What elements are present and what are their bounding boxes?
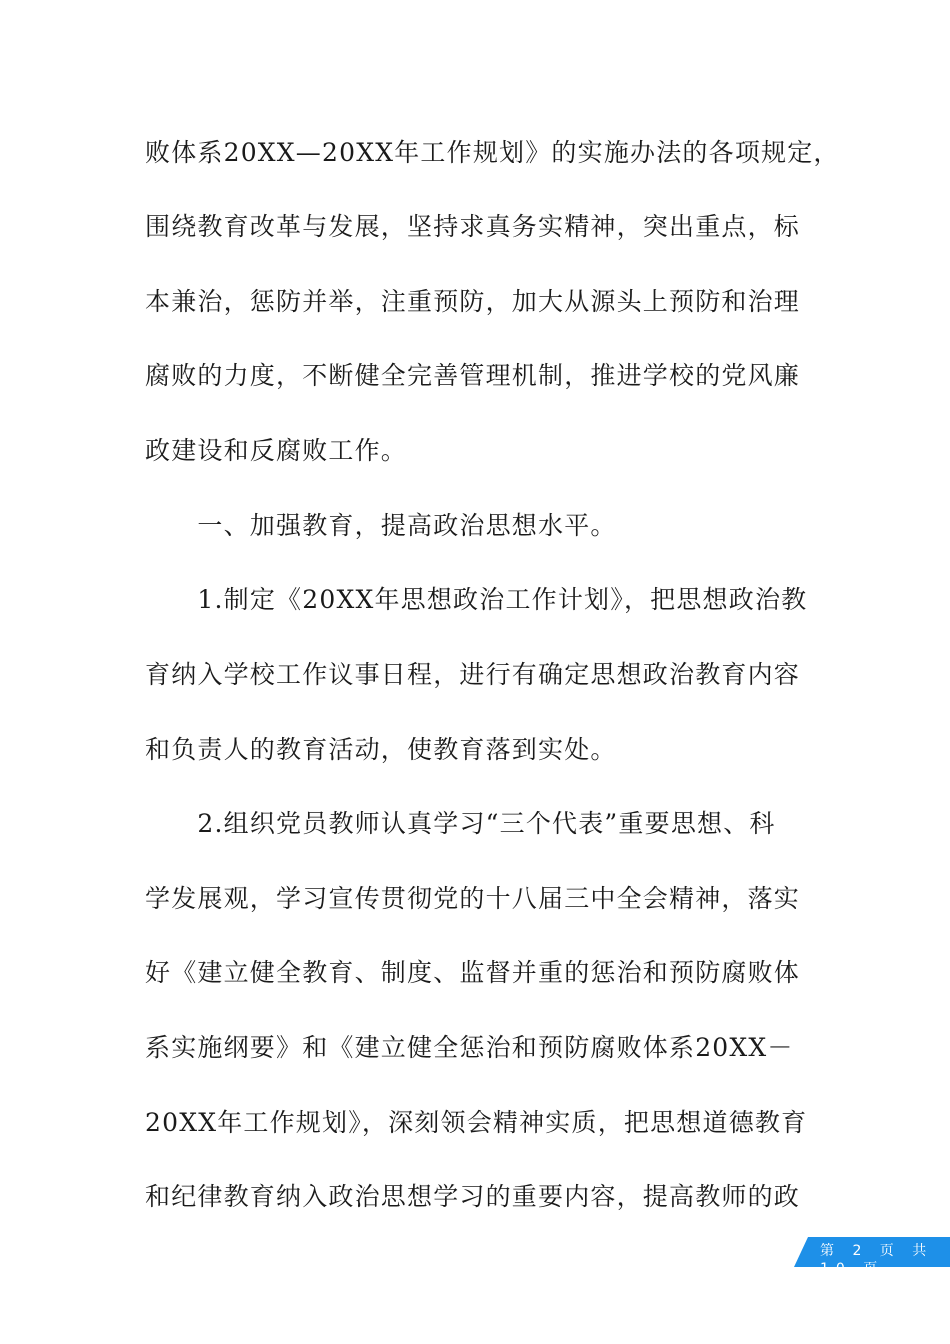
text-line: 学发展观，学习宣传贯彻党的十八届三中全会精神，落实 [145, 884, 801, 913]
page-total-label: 10 页 [820, 1261, 885, 1277]
text-line: 本兼治，惩防并举，注重预防，加大从源头上预防和治理 [145, 287, 801, 316]
text-line: 和纪律教育纳入政治思想学习的重要内容，提高教师的政 [145, 1182, 801, 1211]
text-line: 腐败的力度，不断健全完善管理机制，推进学校的党风廉 [145, 361, 801, 390]
text-line: 好《建立健全教育、制度、监督并重的惩治和预防腐败体 [145, 958, 801, 987]
text-line: 1.制定《20XX年思想政治工作计划》，把思想政治教 [145, 585, 808, 614]
page-number-label: 第 2 页 共 [820, 1243, 934, 1259]
text-line: 和负责人的教育活动，使教育落到实处。 [145, 735, 617, 764]
text-line: 围绕教育改革与发展，坚持求真务实精神，突出重点，标 [145, 212, 801, 241]
text-line: 育纳入学校工作议事日程，进行有确定思想政治教育内容 [145, 660, 801, 689]
text-line: 2.组织党员教师认真学习“三个代表”重要思想、科 [145, 809, 776, 838]
text-line: 20XX年工作规划》，深刻领会精神实质，把思想道德教育 [145, 1108, 808, 1137]
page-number-badge [794, 1237, 950, 1277]
text-line: 系实施纲要》和《建立健全惩治和预防腐败体系20XX－ [145, 1033, 794, 1062]
text-line: 政建设和反腐败工作。 [145, 436, 408, 465]
text-line: 败体系20XX—20XX年工作规划》的实施办法的各项规定， [145, 138, 840, 167]
section-heading: 一、加强教育，提高政治思想水平。 [145, 511, 617, 540]
